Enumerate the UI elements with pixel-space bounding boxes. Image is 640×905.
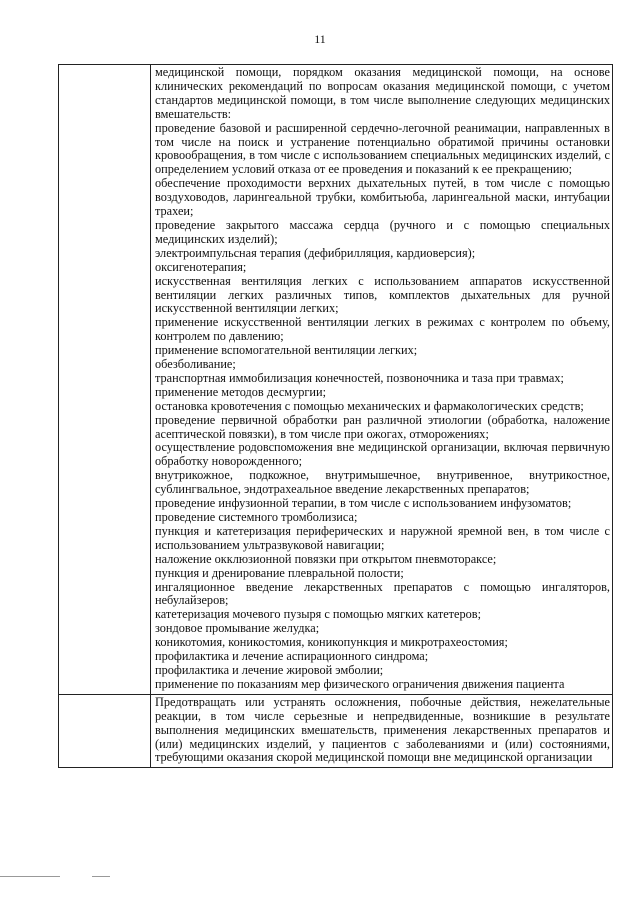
paragraph: пункция и катетеризация периферических и наружной яремной вен, в том числе с использованием ультразвуковой навигации; xyxy=(155,523,610,552)
paragraph: остановка кровотечения с помощью механических и фармакологических средств; xyxy=(155,398,584,413)
page-number: 11 xyxy=(314,32,326,46)
paragraph: электроимпульсная терапия (дефибрилляция, кардиоверсия); xyxy=(155,245,476,260)
paragraph: применение искусственной вентиляции легких в режимах с контролем по объему, контролем по давлению; xyxy=(155,315,610,344)
paragraph: применение методов десмургии; xyxy=(155,384,326,399)
paragraph: обезболивание; xyxy=(155,357,236,372)
complications-text xyxy=(151,695,612,768)
scan-artifact-line xyxy=(92,876,110,877)
paragraph: применение вспомогательной вентиляции легких; xyxy=(155,343,418,358)
table-row xyxy=(59,65,613,695)
table-cell-content xyxy=(151,65,613,695)
table-cell-label xyxy=(59,65,151,695)
paragraph: проведение базовой и расширенной сердечно-легочной реанимации, направленных в том числе на поиск и устранение потенциально обратимой причины остановки кровообращения, в том числе с использованием специальных медицинских изделий, с определением условий отказа от ее проведения и показаний к ее прекращению; xyxy=(155,120,610,177)
paragraph: проведение системного тромболизиса; xyxy=(155,510,358,524)
table-row xyxy=(59,694,613,768)
paragraph: наложение окклюзионной повязки при открытом пневмотораксе; xyxy=(155,551,497,566)
competency-table xyxy=(58,64,613,768)
paragraph: искусственная вентиляция легких с использованием аппаратов искусственной вентиляции легких различных типов, комплектов дыхательных для ручной искусственной вентиляции легких; xyxy=(155,273,610,316)
paragraph: профилактика и лечение жировой эмболии; xyxy=(155,662,384,677)
paragraph: коникотомия, коникостомия, коникопункция и микротрахеостомия; xyxy=(155,635,508,650)
paragraph: катетеризация мочевого пузыря с помощью мягких катетеров; xyxy=(155,607,482,622)
scan-artifact-line xyxy=(0,876,60,877)
paragraph: ингаляционное введение лекарственных препаратов с помощью ингаляторов, небулайзеров; xyxy=(155,579,610,608)
paragraph: оксигенотерапия; xyxy=(155,259,247,274)
procedure-list xyxy=(151,65,612,694)
paragraph: Предотвращать или устранять осложнения, побочные действия, нежелательные реакции, в том числе серьезные и непредвиденные, возникшие в результате выполнения медицинских вмешательств, применения лекарственных препаратов и (или) медицинских изделий, у пациентов с заболеваниями и (или) состояниями, требующими оказания скорой медицинской помощи вне медицинской организации xyxy=(155,694,610,765)
table-cell-content xyxy=(151,694,613,768)
paragraph: обеспечение проходимости верхних дыхательных путей, в том числе с помощью воздуховодов, ларингеальной трубки, комбитьюба, ларингеальной маски, интубации трахеи; xyxy=(155,176,610,219)
paragraph: внутрикожное, подкожное, внутримышечное, внутривенное, внутрикостное, сублингвальное, эндотрахеальное введение лекарственных препаратов; xyxy=(155,468,610,497)
paragraph: транспортная иммобилизация конечностей, позвоночника и таза при травмах; xyxy=(155,370,564,385)
paragraph: проведение инфузионной терапии, в том числе с использованием инфузоматов; xyxy=(155,496,572,511)
paragraph: проведение закрытого массажа сердца (ручного и с помощью специальных медицинских изделий); xyxy=(155,217,610,246)
paragraph: пункция и дренирование плевральной полости; xyxy=(155,565,404,580)
paragraph: применение по показаниям мер физического ограничения движения пациента xyxy=(155,676,565,691)
paragraph: осуществление родовспоможения вне медицинской организации, включая первичную обработку новорожденного; xyxy=(155,440,610,469)
paragraph: зондовое промывание желудка; xyxy=(155,621,320,636)
paragraph: проведение первичной обработки ран различной этиологии (обработка, наложение асептической повязки), в том числе при ожогах, отморожениях; xyxy=(155,412,610,441)
table-cell-label xyxy=(59,694,151,768)
paragraph: медицинской помощи, порядком оказания медицинской помощи, на основе клинических рекомендаций по вопросам оказания медицинской помощи, с учетом стандартов медицинской помощи, в том числе выполнение следующих медицинских вмешательств: xyxy=(155,65,610,121)
paragraph: профилактика и лечение аспирационного синдрома; xyxy=(155,649,429,664)
